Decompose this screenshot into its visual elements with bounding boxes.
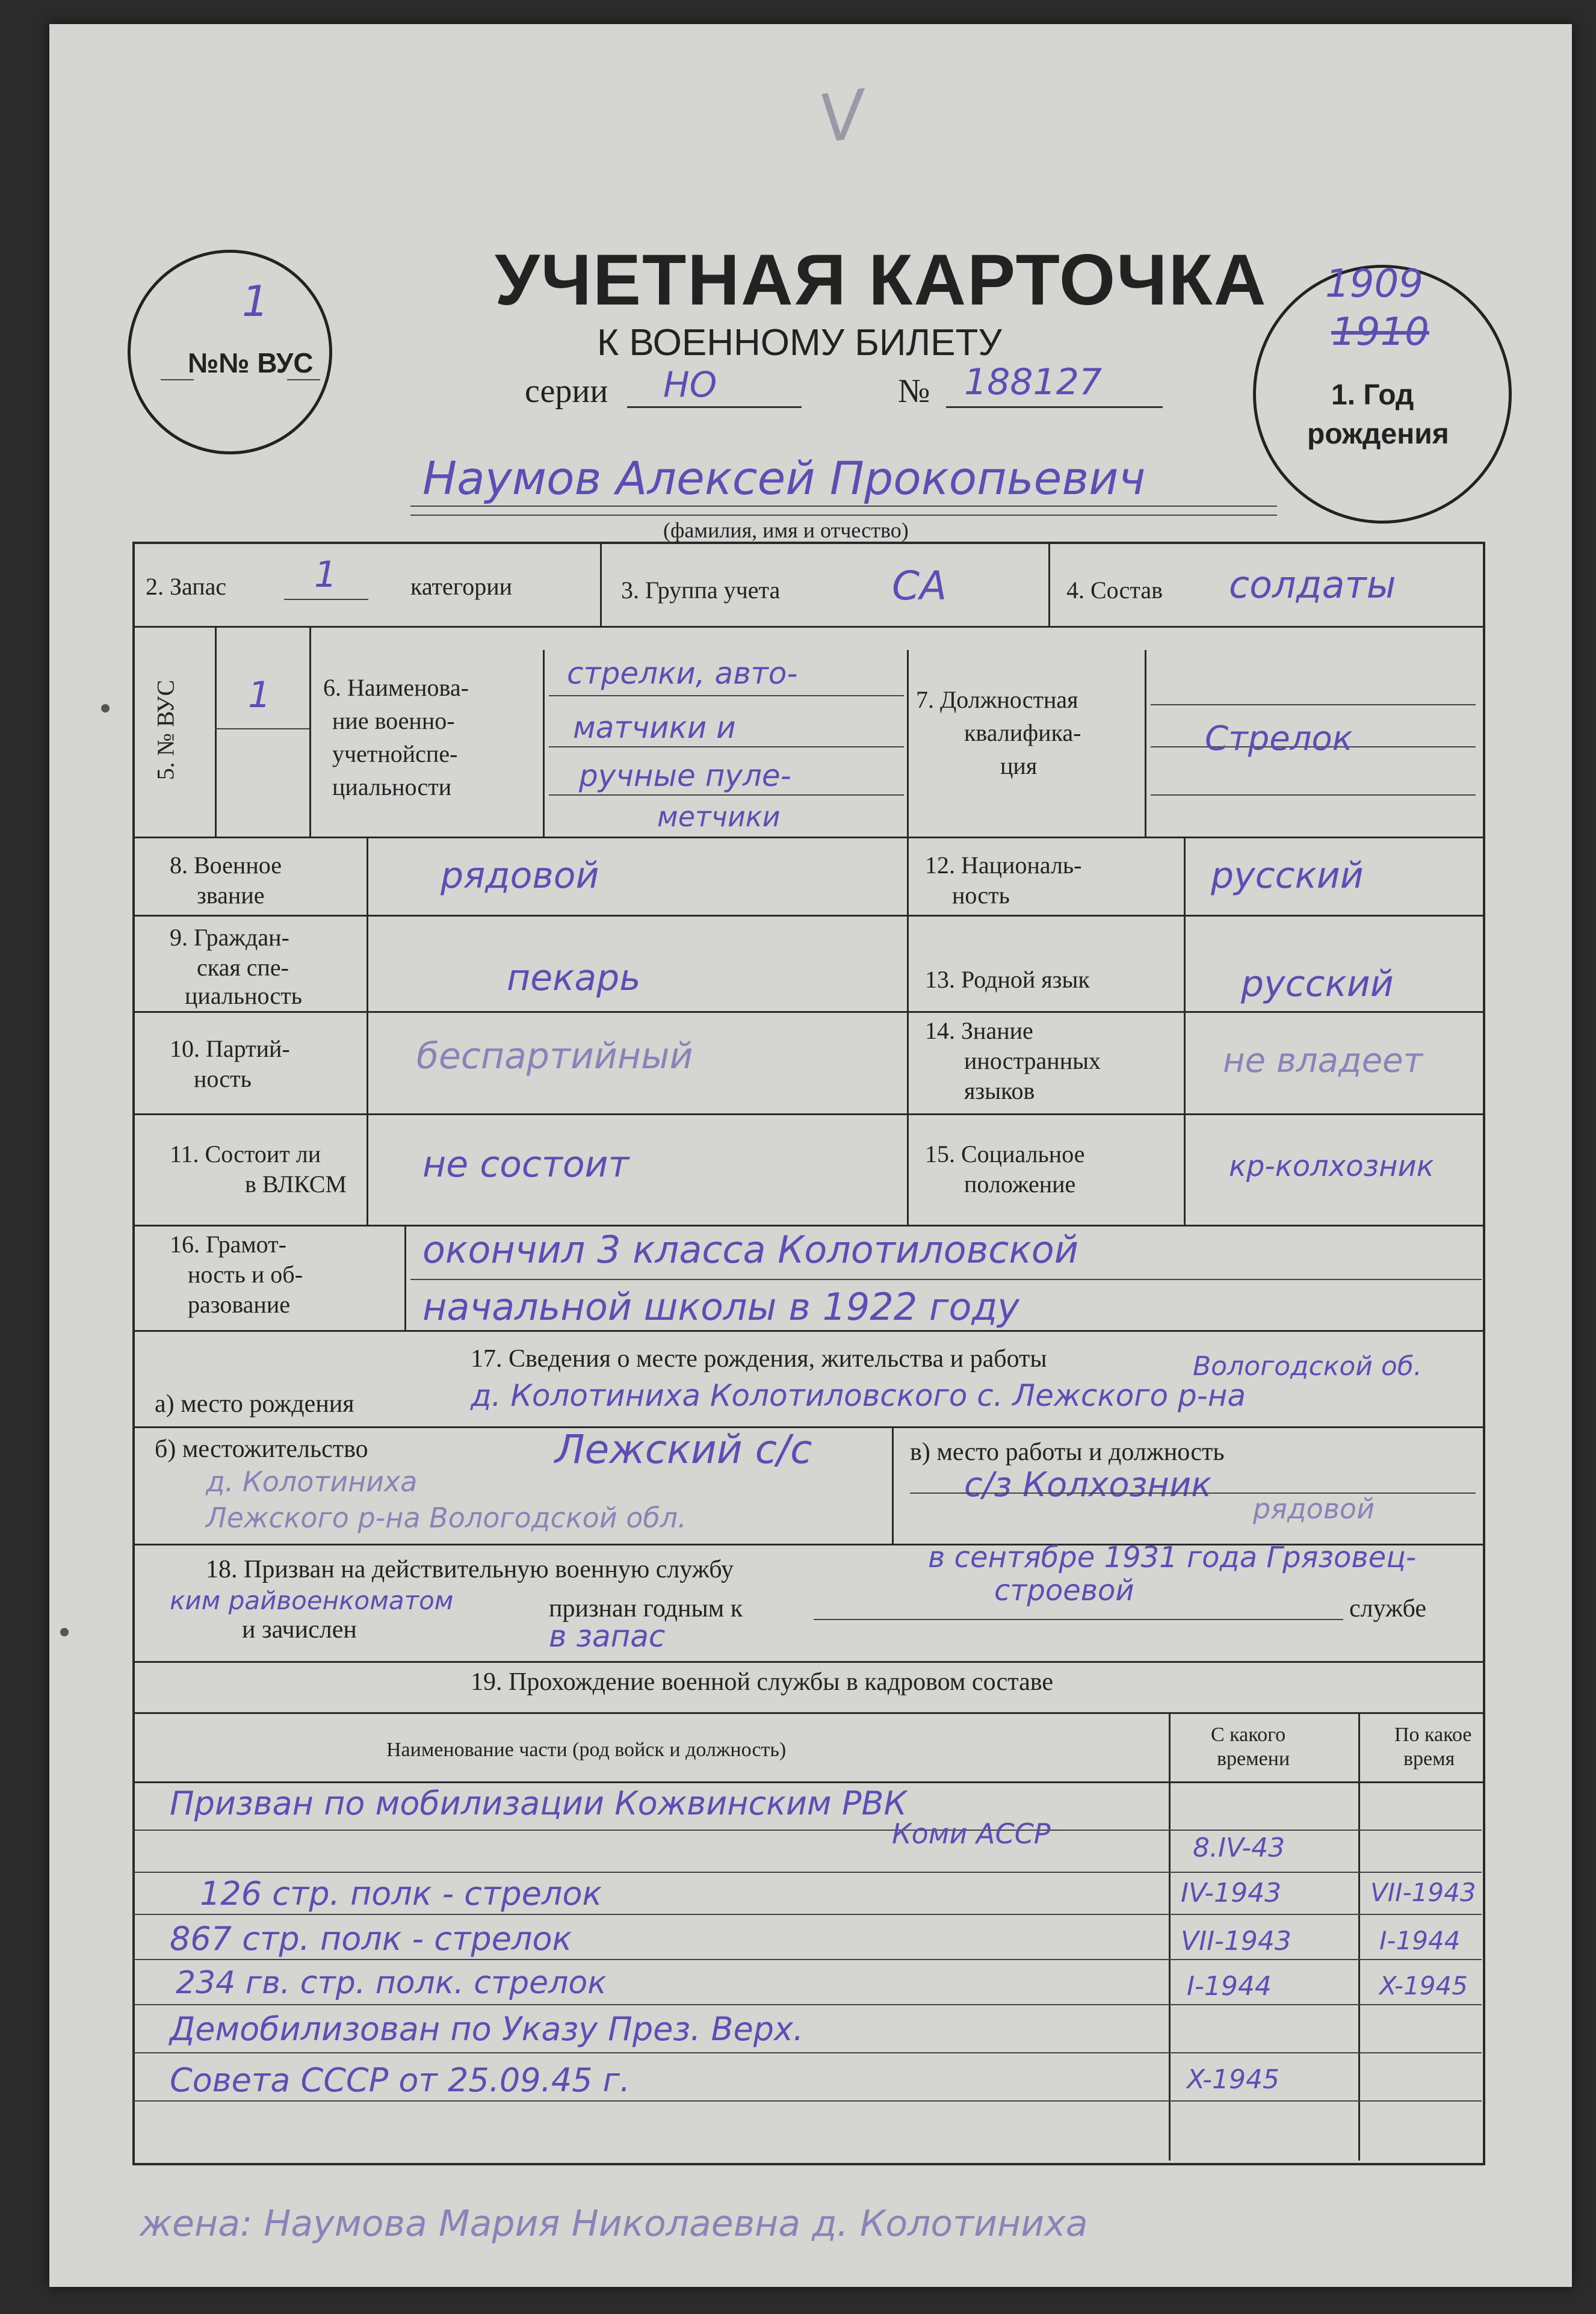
birth-value: д. Колотиниха Колотиловского с. Лежского р-на (471, 1378, 1246, 1413)
zapas-value: 1 (314, 554, 338, 596)
edu-label-0: 16. Грамот- (170, 1231, 286, 1258)
civil-label-1: ская спе- (197, 954, 289, 981)
edu-label-1: ность и об- (188, 1261, 303, 1288)
number-label: № (898, 373, 930, 410)
nationality-label-1: ность (952, 882, 1010, 909)
civil-label-2: циальность (185, 982, 302, 1009)
vus-circle-value: 1 (242, 277, 269, 326)
col-to-header-1: время (1403, 1748, 1455, 1770)
party-label-1: ность (194, 1065, 252, 1092)
fit-label: признан годным к (549, 1595, 743, 1623)
party-label-0: 10. Партий- (170, 1035, 290, 1062)
section17-title: 17. Сведения о месте рождения, жительства и работы (471, 1345, 1047, 1373)
social-label-0: 15. Социальное (925, 1140, 1085, 1168)
section18-value-1: в сентябре 1931 года Грязовец- (928, 1541, 1417, 1574)
civil-label-0: 9. Граждан- (170, 924, 289, 951)
residence-faded-2: Лежского р-на Вологодской обл. (206, 1502, 687, 1534)
spec-value-1: матчики и (573, 710, 736, 745)
social-label-1: положение (964, 1171, 1076, 1198)
col-unit-header: Наименование части (род войск и должность) (386, 1739, 787, 1761)
footer-note: жена: Наумова Мария Николаевна д. Колотиниха (140, 2203, 1088, 2245)
service-row-2-to: VII-1943 (1370, 1878, 1476, 1907)
section18-label: 18. Призван на действительную военную службу (206, 1556, 734, 1583)
year-value-1: 1909 (1325, 262, 1423, 306)
binder-hole-icon (101, 704, 110, 713)
vlksm-label-1: в ВЛКСМ (245, 1171, 347, 1198)
service-row-2-unit: 126 стр. полк - стрелок (200, 1875, 602, 1913)
rank-label-0: 8. Военное (170, 852, 282, 879)
vus-vertical-label: 5. № ВУС (152, 679, 179, 781)
enlisted-label: и зачислен (242, 1616, 357, 1644)
service-row-0-unit: Призван по мобилизации Кожвинским РВК (170, 1784, 907, 1822)
group-label: 3. Группа учета (621, 577, 781, 604)
year-value-2: 1910 (1331, 310, 1429, 354)
birth-value-top: Вологодской об. (1193, 1351, 1422, 1382)
work-label: в) место работы и должность (910, 1438, 1225, 1466)
civil-value: пекарь (507, 957, 641, 999)
col-from-header-0: С какого (1211, 1724, 1286, 1746)
name-caption: (фамилия, имя и отчество) (663, 518, 909, 542)
qual-label-2: ция (1000, 752, 1038, 779)
service-row-6-unit: Совета СССР от 25.09.45 г. (170, 2061, 631, 2099)
language-label-0: 13. Родной язык (925, 966, 1090, 993)
spec-value-0: стрелки, авто- (567, 656, 798, 691)
service-row-4-from: I-1944 (1187, 1971, 1272, 2002)
spec-value-3: метчики (657, 800, 781, 833)
vus-circle-label: №№ ВУС (188, 347, 314, 379)
party-value: беспартийный (416, 1035, 693, 1077)
service-row-5-unit: Демобилизован по Указу През. Верх. (170, 2010, 804, 2048)
fit-suffix: службе (1349, 1595, 1426, 1623)
year-label-1: 1. Год (1331, 379, 1414, 411)
service-row-4-to: X-1945 (1379, 1971, 1468, 2000)
check-mark: V (814, 75, 870, 158)
section19-title: 19. Прохождение военной службы в кадровом составе (471, 1668, 1053, 1696)
number-value: 188127 (964, 361, 1103, 403)
zapas-label: 2. Запас (146, 573, 227, 600)
year-label-2: рождения (1307, 418, 1449, 450)
group-value: СА (892, 563, 947, 609)
qual-value: Стрелок (1205, 719, 1353, 758)
rank-value: рядовой (441, 855, 599, 897)
binder-hole-icon (60, 1628, 69, 1636)
residence-value: Лежский с/с (555, 1426, 812, 1473)
service-row-3-from: VII-1943 (1181, 1926, 1291, 1957)
foreign-lang-label-0: 14. Знание (925, 1017, 1033, 1044)
rank-label-1: звание (197, 882, 265, 909)
col-to-header-0: По какое (1394, 1724, 1472, 1746)
page-subtitle: К ВОЕННОМУ БИЛЕТУ (597, 322, 1002, 363)
spec-label-0: 6. Наименова- (323, 674, 469, 701)
work-faded: рядовой (1253, 1493, 1375, 1525)
nationality-label-0: 12. Националь- (925, 852, 1082, 879)
service-row-2-from: IV-1943 (1181, 1878, 1282, 1908)
service-row-1-unit: Коми АССР (892, 1817, 1051, 1850)
spec-label-3: циальности (332, 773, 452, 800)
residence-label: б) местожительство (155, 1435, 368, 1463)
document-card (49, 24, 1572, 2287)
edu-line-2: начальной школы в 1922 году (422, 1285, 1019, 1329)
fit-value: строевой (994, 1574, 1134, 1607)
page-title: УЧЕТНАЯ КАРТОЧКА (495, 240, 1267, 320)
col-from-header-1: времени (1217, 1748, 1290, 1770)
service-row-1-from: 8.IV-43 (1193, 1833, 1285, 1863)
nationality-value: русский (1211, 855, 1364, 897)
spec-label-2: учетнойспе- (332, 740, 458, 767)
spec-value-2: ручные пуле- (579, 758, 791, 793)
residence-faded-1: д. Колотиниха (206, 1465, 418, 1498)
service-row-3-to: I-1944 (1379, 1926, 1461, 1955)
service-row-3-unit: 867 стр. полк - стрелок (170, 1920, 572, 1958)
edu-label-2: разование (188, 1291, 290, 1318)
qual-label-1: квалифика- (964, 719, 1081, 746)
vlksm-label-0: 11. Состоит ли (170, 1140, 321, 1168)
zapas-suffix: категории (410, 573, 513, 600)
spec-label-1: ние военно- (332, 707, 455, 734)
series-value: НО (663, 364, 717, 405)
birth-label: а) место рождения (155, 1390, 354, 1418)
foreign-lang-label-1: иностранных (964, 1047, 1101, 1074)
service-row-6-from: X-1945 (1187, 2064, 1279, 2095)
service-row-4-unit: 234 гв. стр. полк. стрелок (176, 1965, 607, 2001)
vlksm-value: не состоит (422, 1143, 629, 1186)
work-value: с/з Колхозник (964, 1465, 1212, 1505)
section18-value-2: ким райвоенкоматом (170, 1586, 454, 1615)
full-name: Наумов Алексей Прокопьевич (422, 451, 1146, 505)
foreign-lang-label-2: языков (964, 1077, 1035, 1104)
enlisted-value: в запас (549, 1619, 666, 1654)
sostav-value: солдаты (1229, 563, 1396, 607)
qual-label-0: 7. Должностная (916, 686, 1078, 713)
social-value: кр-колхозник (1229, 1149, 1434, 1183)
foreign-lang-value: не владеет (1223, 1041, 1423, 1080)
series-label: серии (525, 373, 608, 410)
sostav-label: 4. Состав (1066, 577, 1163, 604)
language-value: русский (1241, 963, 1394, 1005)
vus-value: 1 (248, 674, 271, 716)
edu-line-1: окончил 3 класса Колотиловской (422, 1228, 1078, 1272)
